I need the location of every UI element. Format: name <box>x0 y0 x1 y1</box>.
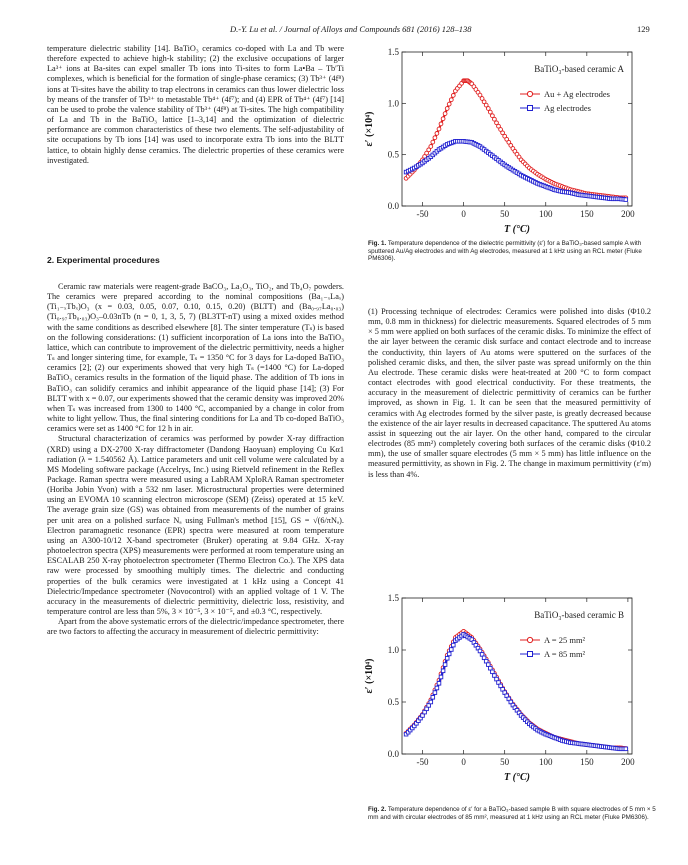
series-line <box>406 631 628 749</box>
page-header <box>0 24 688 38</box>
figure-2 <box>360 590 660 793</box>
legend-marker <box>528 106 533 111</box>
x-tick-label: 0 <box>461 757 466 767</box>
legend-label: A = 85 mm² <box>544 649 586 659</box>
data-point <box>445 657 449 661</box>
data-point <box>437 682 441 686</box>
section-heading: 2. Experimental procedures <box>47 255 160 265</box>
data-point <box>452 643 456 647</box>
y-axis-label: ε′ (×10⁴) <box>364 111 375 147</box>
figure-1-chart <box>360 44 660 240</box>
y-axis-label: ε′ (×10⁴) <box>364 658 375 694</box>
figure-1-caption-text: Temperature dependence of the dielectric permittivity (ε′) for a BaTiO₃-based sample A with sputtered Au/Ag electrodes and with Ag electrodes, measured at 1 kHz using an RCL meter (Fluke PM6306). <box>368 240 642 263</box>
data-point <box>487 663 491 667</box>
y-tick-label: 1.0 <box>387 645 399 655</box>
data-point <box>447 102 451 106</box>
x-tick-label: 100 <box>539 209 553 219</box>
x-tick-label: 50 <box>500 209 510 219</box>
right-column-body <box>368 307 651 480</box>
data-point <box>437 127 441 131</box>
data-point <box>447 652 451 656</box>
figure-2-caption-label: Fig. 2. <box>368 806 387 813</box>
data-point <box>429 145 433 149</box>
x-axis-label: T (°C) <box>504 224 530 235</box>
data-point <box>624 198 628 202</box>
plot-frame <box>402 52 632 206</box>
y-tick-label: 0.0 <box>387 749 399 759</box>
x-tick-label: 50 <box>500 757 510 767</box>
data-point <box>441 669 445 673</box>
figure-1-caption-label: Fig. 1. <box>368 240 387 247</box>
plot-frame <box>402 598 632 754</box>
x-tick-label: 200 <box>621 757 635 767</box>
x-tick-label: 100 <box>539 757 553 767</box>
x-axis-label: T (°C) <box>504 772 530 783</box>
y-tick-label: 1.5 <box>387 593 399 603</box>
chart-title: BaTiO₃-based ceramic A <box>534 64 624 74</box>
running-head: D.-Y. Lu et al. / Journal of Alloys and Compounds 681 (2016) 128–138 <box>230 24 472 34</box>
data-point <box>489 666 493 670</box>
data-point <box>429 700 433 704</box>
data-point <box>624 747 628 751</box>
y-tick-label: 0.5 <box>387 697 399 707</box>
data-point <box>486 107 490 111</box>
legend-label: Ag electrodes <box>544 103 591 113</box>
data-point <box>450 648 454 652</box>
figure-1-caption <box>368 240 658 263</box>
data-point <box>445 107 449 111</box>
left-column-intro <box>47 44 344 166</box>
legend-label: Au + Ag electrodes <box>544 89 610 99</box>
experimental-paragraph-3: Apart from the above systematic errors of the dielectric/impedance spectrometer, there are two factors to affecting the accuracy in measurement of dielectric permittivity: <box>47 617 344 637</box>
y-tick-label: 0.0 <box>387 201 399 211</box>
x-tick-label: 150 <box>580 757 594 767</box>
data-point <box>488 110 492 114</box>
legend-marker <box>527 637 532 642</box>
data-point <box>435 686 439 690</box>
series-line <box>406 634 628 748</box>
experimental-paragraph-1: Ceramic raw materials were reagent-grade BaCO₃, La₂O₃, TiO₂, and Tb₄O₇ powders. The ceramics were prepared according to the nominal compositions (Ba₁₋ₓLaₓ)(Ti₁₋ₓTbₓ)O₃ (x = 0.03, 0.05, 0.07, 0.10, 0.15, 0.20) (BLTT) and (Ba₀.₉₇La₀.₀₃)(Ti₀.₉₇Tb₀.₀₃)O₃–0.03nTb (n = 0, 1, 3, 5, 7) (BL3TT-nT) using a mixed oxides method with the same conditions as described elsewhere [8]. The sinter temperature (Tₛ) is based on the following considerations: (1) sufficient incorporation of La ions into the BaTiO₃ lattice, which can contribute to improvement of the dielectric permittivity, needs a higher Tₛ and longer sintering time, for example, Tₛ = 1350 °C for 3 days for La-doped BaTiO₃ ceramics [2]; (2) our experiments showed that very high Tₛ (=1400 °C) for La-doped BaTiO₃ ceramics results in the formation of the liquid phase. The addition of Tb ions in BaTiO₃ can solidify ceramics and inhibit appearance of the liquid phase [14]; (3) For BLTT with x = 0.07, our experiments showed that the ceramic density was improved 20% when Tₛ was increased from 1300 to 1400 °C, accompanied by a change in color from white to light yellow. Thus, the final sintering conditions for La and Tb co-doped BaTiO₃ ceramics were set as 1400 °C for 12 h in air. <box>47 282 345 434</box>
data-point <box>431 696 435 700</box>
data-point <box>431 140 435 144</box>
y-tick-label: 0.5 <box>387 149 399 160</box>
data-point <box>435 132 439 136</box>
x-tick-label: -50 <box>416 209 429 219</box>
figure-2-caption <box>368 806 658 821</box>
figure-2-chart <box>360 590 660 788</box>
experimental-paragraph-2: Structural characterization of ceramics was performed by powder X-ray diffraction (XRD) using a DX-2700 X-ray diffractometer (Dandong Haoyuan) employing Cu Kα1 radiation (λ = 1.540562 Å). Lattice parameters and unit cell volume were calculated by a MS Modeling software package (Accelrys, Inc.) using Rietveld refinement in the Reflex Package. Raman spectra were measured using a LabRAM XploRA Raman spectrometer (Horiba Jobin Yvon) with a 532 nm laser. Microstructural properties were determined using an EVOMA 10 scanning electron microscope (SEM) (Zeiss) operated at 15 keV. The average grain size (GS) was obtained from measurements of the number of grains per unit area on a polished surface Nₐ using Fullman's method [15], GS = √(6/πNₐ). Electron paramagnetic resonance (EPR) spectra were measured at room temperature using an A300-10/12 X-band spectrometer (Bruker) operating at 9.84 GHz. X-ray photoelectron spectra (XPS) measurements were performed at room temperature using an ESCALAB 250 X-ray photoelectron spectrometer (Thermo Electron Co.). The XPS data raw were processed by smoothing multiply times. The dielectric and conducting properties of the bulk ceramics were investigated at 1 kHz using a Concept 41 Dielectric/Impedance spectrometer (Novocontrol) with an applied voltage of 1 V. The accuracy in the measurements of dielectric permittivity, dielectric loss, resistivity, and temperature control are less than 5%, 3 × 10⁻⁵, 3 × 10⁻⁵, and ±0.3 °C, respectively. <box>47 434 344 616</box>
x-tick-label: 150 <box>580 209 594 219</box>
page-number: 129 <box>637 24 650 34</box>
data-point <box>493 674 497 678</box>
data-point <box>439 675 443 679</box>
data-point <box>433 691 437 695</box>
data-point <box>433 136 437 140</box>
legend-marker <box>528 652 533 657</box>
x-tick-label: 200 <box>621 209 635 219</box>
figure-2-caption-text: Temperature dependence of ε′ for a BaTiO₃-based sample B with square electrodes of 5 mm × 5 mm and with circular electrodes of 85 mm², measured at 1 kHz using an RCL meter (Fluke PM6306). <box>368 806 656 821</box>
data-point <box>443 112 447 116</box>
left-column-body <box>47 282 344 637</box>
legend-label: A = 25 mm² <box>544 635 586 645</box>
data-point <box>439 122 443 126</box>
data-point <box>451 94 455 98</box>
x-tick-label: 0 <box>461 209 466 219</box>
chart-title: BaTiO₃-based ceramic B <box>534 610 624 620</box>
y-tick-label: 1.5 <box>387 47 399 57</box>
data-point <box>493 117 497 121</box>
intro-paragraph: temperature dielectric stability [14]. BaTiO₃ ceramics co-doped with La and Tb were therefore expected to achieve high-k stability; (2) the exclusive occupations of larger La³⁺ ions at Ba-sites can expel smaller Tb ions into Ti-sites to form La•Ba – Tb′Ti complexes, which is beneficial for the formation of single-phase ceramics; (3) Tb³⁺ (4f⁸) ions at Ti-sites have the ability to trap electrons in ceramics can thus lower dielectric loss by means of the transfer of Tb³⁺ to metastable Tb⁴⁺ (4f⁷); and (4) EPR of Tb⁴⁺ (4f⁷) [14] can be used to probe the valence stability of Tb³⁺ (4f⁸) at Ti-sites. The high compatibility of La and Tb in the BaTiO₃ lattice [1–3,14] and the optimization of dielectric performance are common characteristics of these two elements. The self-adjustability of site occupations by Tb ions [14] was used to incorporate extra Tb ions into the BLTT lattice, to obtain highly dense ceramics. The dielectric properties of these ceramics were investigated. <box>47 44 344 165</box>
data-point <box>441 117 445 121</box>
data-point <box>491 670 495 674</box>
legend-marker <box>527 91 532 96</box>
y-tick-label: 1.0 <box>387 98 399 109</box>
figure-1 <box>360 44 660 245</box>
data-point <box>449 98 453 102</box>
processing-paragraph: (1) Processing technique of electrodes: Ceramics were polished into disks (Φ10.2 mm, 0.8 mm in thickness) for dielectric measurements. Squared electrodes of 5 mm × 5 mm were applied on both surfaces of the ceramic disks. To minimize the effect of the air layer between the ceramic disk surface and contact electrode and to increase the conductivity, thin layers of Au atoms were sputtered on the surfaces of the polished ceramic disks, and then, the silver paste was spread uniformly on the thin Au electrode. These ceramic disks were heat-treated at 200 °C to form compact contact electrodes with good electrical conductivity. For these treatments, the accuracy in the measurement of dielectric permittivity of ceramics can be further improved, as shown in Fig. 1. It can be seen that the measured permittivity of ceramics with Ag electrodes formed by the silver paste, is greatly decreased because the existence of the air layer results in decreased capacitance. The sputtered Au atoms assist in squeezing out the air layer. On the other hand, compared to the circular electrodes (85 mm²) completely covering both surfaces of the ceramic disks (Φ10.2 mm), the use of smaller square electrodes (5 mm × 5 mm) has little influence on the measured permittivity, as shown in Fig. 2. The change in maximum permittivity (ε′m) is less than 4%. <box>368 307 651 479</box>
x-tick-label: -50 <box>416 757 429 767</box>
data-point <box>443 663 447 667</box>
